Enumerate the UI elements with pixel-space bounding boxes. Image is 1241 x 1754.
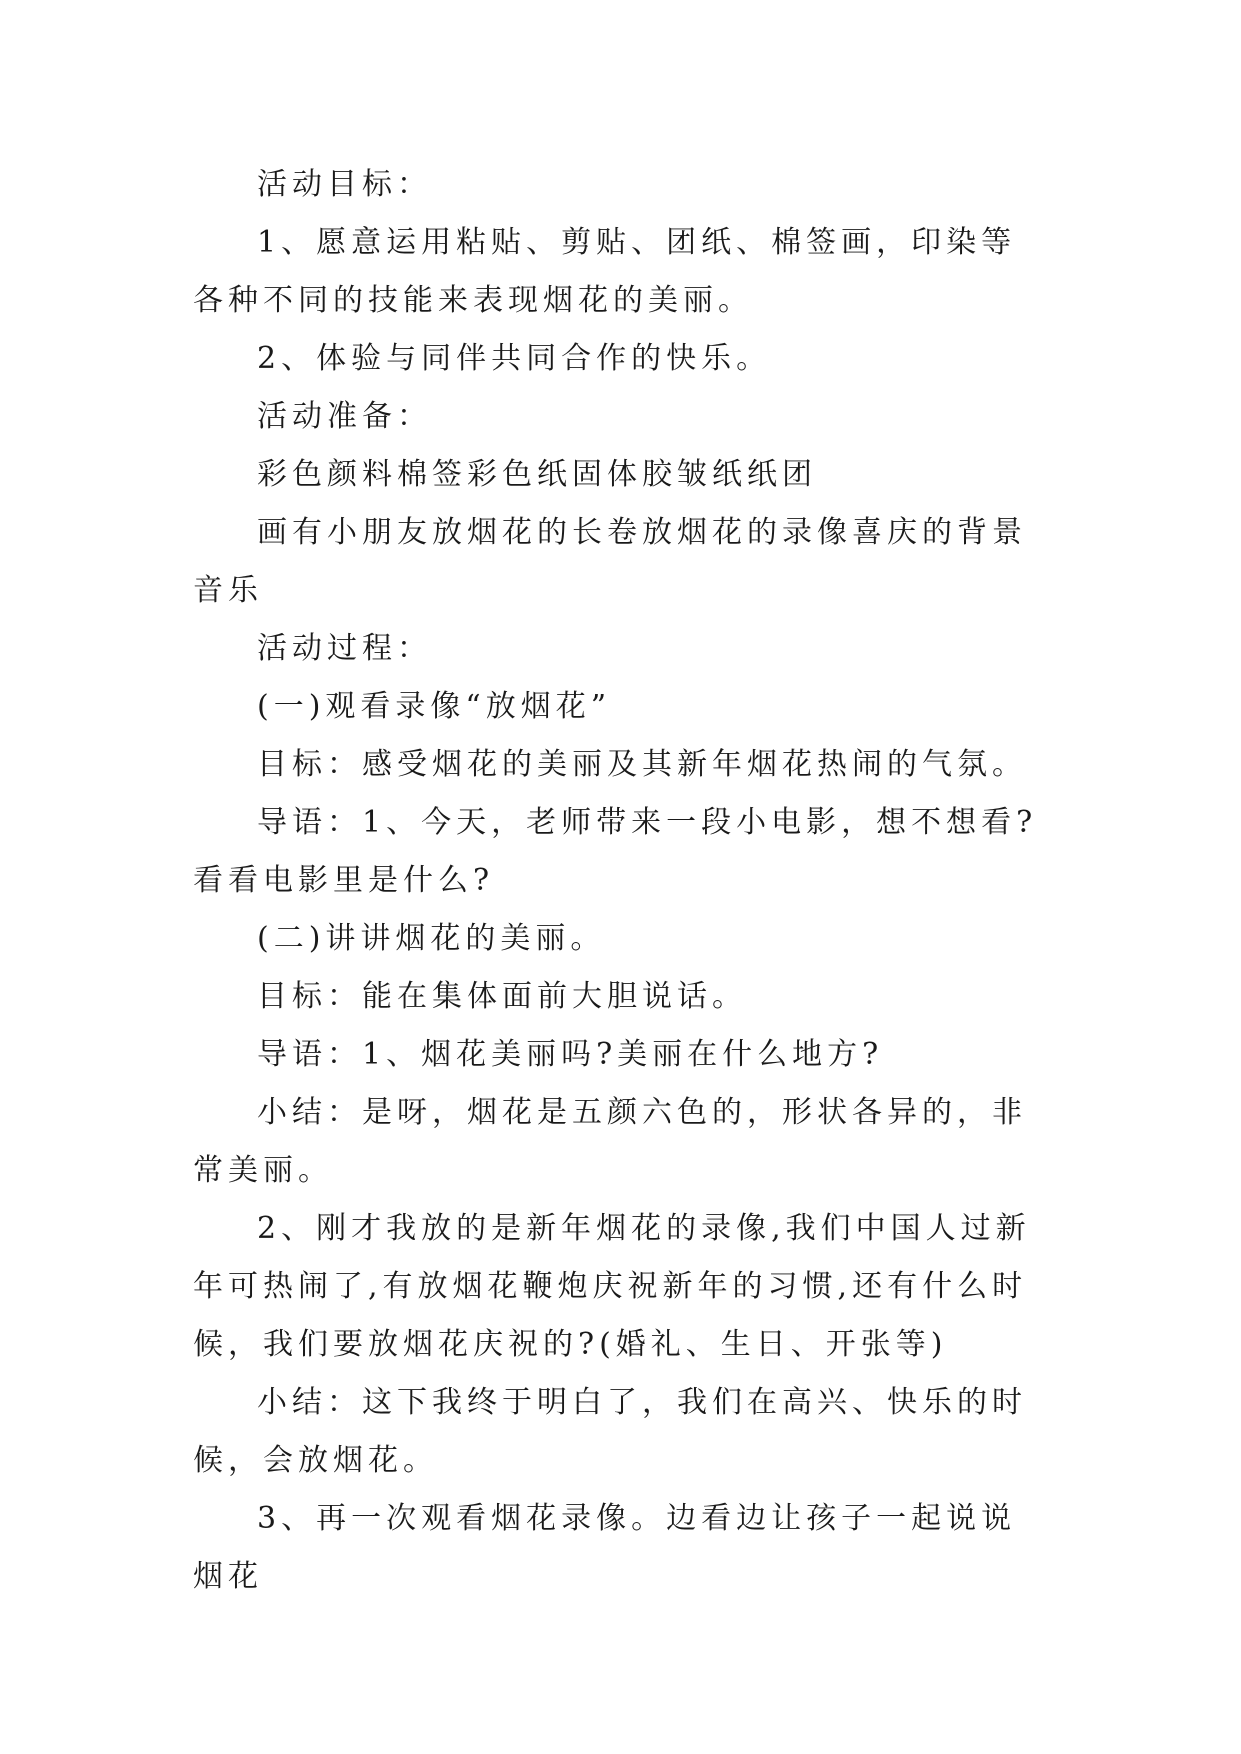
paragraph-goal-1: 1、愿意运用粘贴、剪贴、团纸、棉签画，印染等各种不同的技能来表现烟花的美丽。 xyxy=(193,225,1017,318)
paragraph-question-2: 2、刚才我放的是新年烟花的录像,我们中国人过新年可热闹了,有放烟花鞭炮庆祝新年的习惯,还有什么时候，我们要放烟花庆祝的?(婚礼、生日、开张等) xyxy=(193,1211,1031,1362)
paragraph-summary-1: 小结：是呀，烟花是五颜六色的，形状各异的，非常美丽。 xyxy=(193,1095,1027,1188)
paragraph-step-1-title: (一)观看录像“放烟花” xyxy=(257,689,612,724)
paragraph-process-heading: 活动过程： xyxy=(257,631,432,666)
paragraph-step-1-guide: 导语：1、今天，老师带来一段小电影，想不想看?看看电影里是什么? xyxy=(193,805,1038,898)
document-body xyxy=(193,156,1051,1606)
paragraph-materials: 彩色颜料棉签彩色纸固体胶皱纸纸团 xyxy=(257,457,817,492)
paragraph-summary-2: 小结：这下我终于明白了，我们在高兴、快乐的时候，会放烟花。 xyxy=(193,1385,1027,1478)
paragraph-step-1-goal: 目标：感受烟花的美丽及其新年烟花热闹的气氛。 xyxy=(257,747,1027,782)
paragraph-question-3: 3、再一次观看烟花录像。边看边让孩子一起说说烟花 xyxy=(193,1501,1017,1594)
paragraph-goal-2: 2、体验与同伴共同合作的快乐。 xyxy=(257,341,772,376)
paragraph-step-2-goal: 目标：能在集体面前大胆说话。 xyxy=(257,979,747,1014)
paragraph-preparation-heading: 活动准备： xyxy=(257,399,432,434)
paragraph-step-2-guide: 导语：1、烟花美丽吗?美丽在什么地方? xyxy=(257,1037,884,1072)
paragraph-goals-heading: 活动目标： xyxy=(257,167,432,202)
paragraph-media: 画有小朋友放烟花的长卷放烟花的录像喜庆的背景音乐 xyxy=(193,515,1027,608)
paragraph-step-2-title: (二)讲讲烟花的美丽。 xyxy=(257,921,606,956)
